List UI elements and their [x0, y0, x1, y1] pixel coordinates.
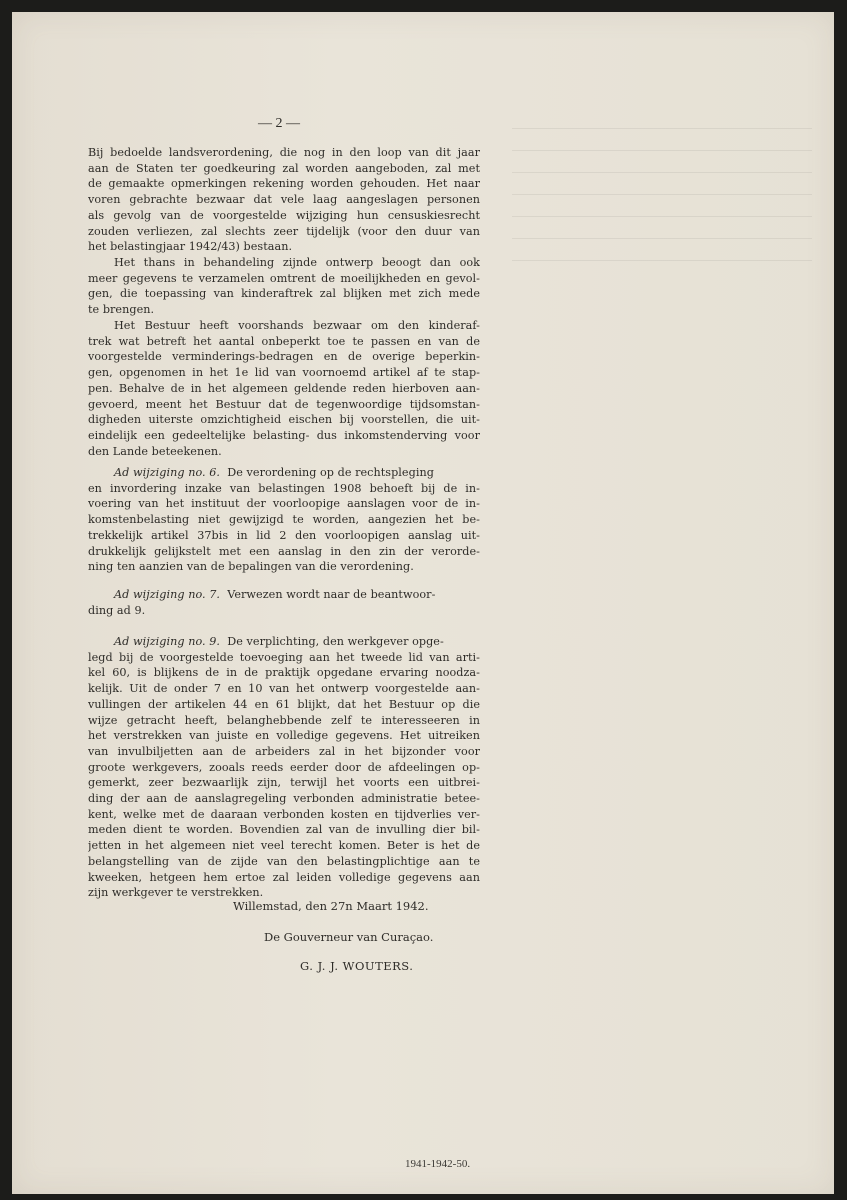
text-line: te brengen. [88, 303, 155, 317]
text-line: den Lande beteekenen. [88, 444, 222, 458]
closing-role: De Gouverneur van Curaçao. [264, 930, 434, 944]
text-line: legd bij de voorgestelde toevoeging aan het tweede lid van arti- [88, 650, 480, 664]
section-ad-wijziging-7 [88, 587, 480, 618]
paragraph-bestuur [88, 318, 480, 459]
text-line: pen. Behalve de in het algemeen geldende reden hierboven aan- [88, 381, 480, 395]
page-number: — 2 — [258, 116, 300, 131]
intro-paragraph [88, 145, 480, 255]
paragraph-ontwerp [88, 255, 480, 318]
footer-document-code: 1941-1942-50. [405, 1158, 471, 1170]
text-line: meden dient te worden. Bovendien zal van de invulling dier bil- [88, 823, 480, 837]
text-line: ding der aan de aanslagregeling verbonden administratie betee- [88, 792, 480, 806]
ad7-first-line: Verwezen wordt naar de beantwoor- [227, 588, 436, 601]
text-line: kel 60, is blijkens de in de praktijk opgedane ervaring noodza- [88, 666, 480, 680]
text-line: Het thans in behandeling zijnde ontwerp beoogt dan ook [114, 256, 480, 269]
text-line: digheden uiterste omzichtigheid eischen bij voorstellen, die uit- [88, 413, 480, 427]
text-line: meer gegevens te verzamelen omtrent de moeilijkheden en gevol- [88, 271, 480, 285]
text-line: zijn werkgever te verstrekken. [88, 886, 264, 900]
text-line: voren gebrachte bezwaar dat vele laag aangeslagen personen [88, 193, 480, 207]
text-line: Het Bestuur heeft voorshands bezwaar om den kinderaf- [114, 319, 480, 332]
text-line: Bij bedoelde landsverordening, die nog in den loop van dit jaar [88, 146, 480, 159]
section-ad-wijziging-9 [88, 634, 480, 901]
text-line: gen, die toepassing van kinderaftrek zal blijken met zich mede [88, 287, 480, 301]
text-line: de gemaakte opmerkingen rekening worden gehouden. Het naar [88, 177, 480, 191]
text-line: het belastingjaar 1942/43) bestaan. [88, 240, 293, 254]
text-line: ning ten aanzien van de bepalingen van die verordening. [88, 560, 414, 574]
ad7-heading: Ad wijziging no. 7. [114, 588, 221, 601]
section-ad-wijziging-6 [88, 465, 480, 575]
text-line: gen, opgenomen in het 1e lid van voornoemd artikel af te stap- [88, 366, 480, 380]
ad6-first-line: De verordening op de rechtspleging [227, 466, 434, 479]
text-line: en invordering inzake van belastingen 1908 behoeft bij de in- [88, 481, 480, 495]
closing-place-date: Willemstad, den 27n Maart 1942. [233, 899, 429, 913]
text-line: voering van het instituut der voorloopige aanslagen voor de in- [88, 497, 480, 511]
text-line: van invulbiljetten aan de arbeiders zal in het bijzonder voor [88, 744, 480, 758]
text-line: groote werkgevers, zooals reeds eerder door de afdeelingen op- [88, 760, 480, 774]
text-line: het verstrekken van juiste en volledige gegevens. Het uitreiken [88, 729, 480, 743]
text-line: jetten in het algemeen niet veel terecht komen. Beter is het de [88, 839, 480, 853]
text-line: aan de Staten ter goedkeuring zal worden aangeboden, zal met [88, 161, 480, 175]
text-line: trekkelijk artikel 37bis in lid 2 den voorloopigen aanslag uit- [88, 528, 480, 542]
text-line: trek wat betreft het aantal onbeperkt toe te passen en van de [88, 334, 480, 348]
text-line: kent, welke met de daaraan verbonden kosten en tijdverlies ver- [88, 807, 480, 821]
text-line: drukkelijk gelijkstelt met een aanslag in den zin der verorde- [88, 544, 480, 558]
ad6-heading: Ad wijziging no. 6. [114, 466, 221, 479]
text-line: kelijk. Uit de onder 7 en 10 van het ontwerp voorgestelde aan- [88, 682, 480, 696]
text-line: eindelijk een gedeeltelijke belasting- dus inkomstenderving voor [88, 428, 480, 442]
text-line: als gevolg van de voorgestelde wijziging hun censuskiesrecht [88, 208, 480, 222]
closing-signatory-name: G. J. J. WOUTERS. [300, 959, 414, 973]
text-line: vullingen der artikelen 44 en 61 blijkt, dat het Bestuur op die [88, 697, 480, 711]
text-line: voorgestelde verminderings-bedragen en de overige beperkin- [88, 350, 480, 364]
text-line: zouden verliezen, zal slechts zeer tijdelijk (voor den duur van [88, 224, 480, 238]
show-through-text [512, 112, 812, 272]
text-line: gevoerd, meent het Bestuur dat de tegenwoordige tijdsomstan- [88, 397, 480, 411]
text-line: wijze getracht heeft, belanghebbende zelf te interesseeren in [88, 713, 480, 727]
text-line: gemerkt, zeer bezwaarlijk zijn, terwijl het voorts een uitbrei- [88, 776, 480, 790]
ad9-first-line: De verplichting, den werkgever opge- [227, 635, 444, 648]
ad9-heading: Ad wijziging no. 9. [114, 635, 221, 648]
text-line: belangstelling van de zijde van den belastingplichtige aan te [88, 854, 480, 868]
text-line: ding ad 9. [88, 603, 146, 617]
document-page [12, 12, 834, 1194]
text-line: komstenbelasting niet gewijzigd te worden, aangezien het be- [88, 513, 480, 527]
text-line: kweeken, hetgeen hem ertoe zal leiden volledige gegevens aan [88, 870, 480, 884]
